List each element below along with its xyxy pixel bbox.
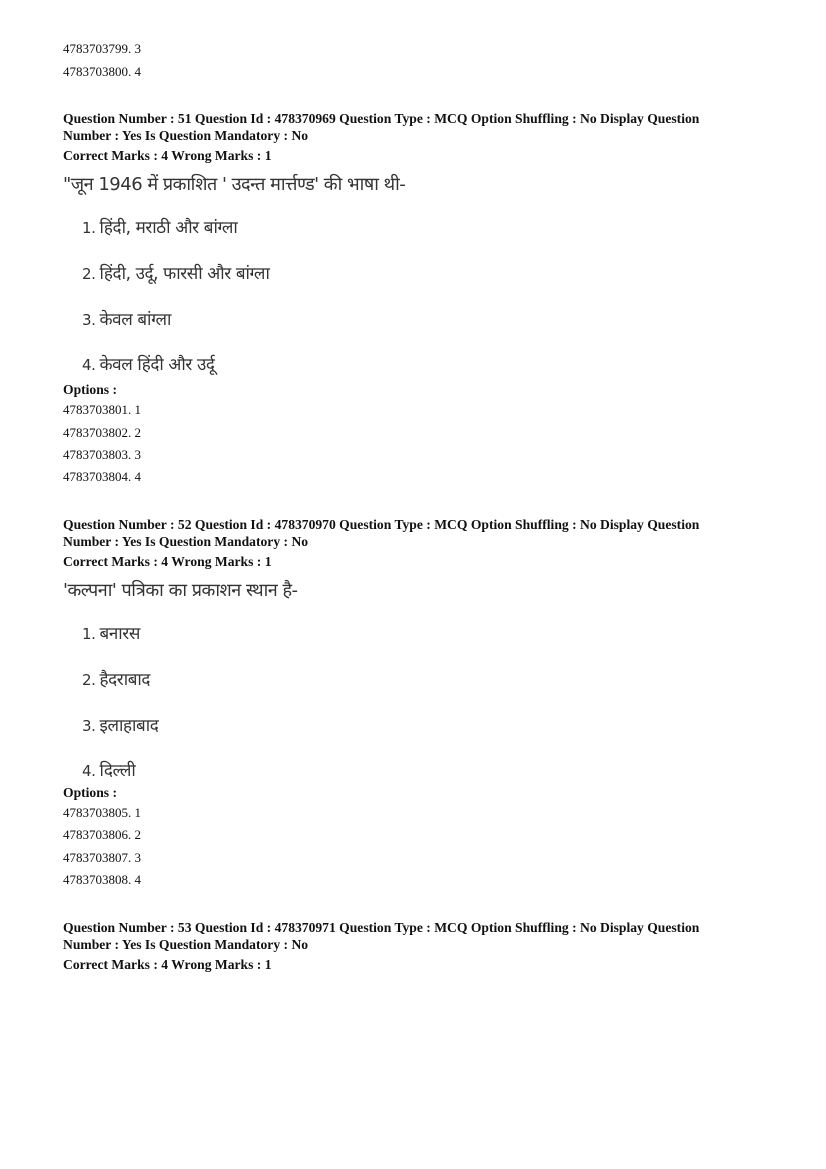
option-line: 4783703804. 4 [63,469,141,484]
answer-choice: 1. बनारस [82,624,140,644]
question-marks: Correct Marks : 4 Wrong Marks : 1 [63,148,272,163]
question-marks: Correct Marks : 4 Wrong Marks : 1 [63,554,272,569]
answer-choice: 2. हिंदी, उर्दू, फारसी और बांग्ला [82,264,270,284]
question-header [63,110,763,164]
question-header [63,516,763,570]
question-header-line: Question Number : 52 Question Id : 478370970 Question Type : MCQ Option Shuffling : No Display Question [63,517,700,532]
question-header-line: Question Number : 53 Question Id : 478370971 Question Type : MCQ Option Shuffling : No Display Question [63,920,700,935]
option-line: 4783703806. 2 [63,827,141,842]
answer-choice: 4. केवल हिंदी और उर्दू [82,355,215,375]
option-line: 4783703807. 3 [63,850,141,865]
option-line: 4783703803. 3 [63,447,141,462]
option-line: 4783703802. 2 [63,425,141,440]
option-line: 4783703799. 3 [63,41,141,56]
question-header-line: Number : Yes Is Question Mandatory : No [63,937,309,952]
answer-choice: 4. दिल्ली [82,761,136,781]
question-header [63,919,763,973]
option-line: 4783703808. 4 [63,872,141,887]
question-marks: Correct Marks : 4 Wrong Marks : 1 [63,957,272,972]
options-label: Options : [63,785,118,800]
question-header-line: Number : Yes Is Question Mandatory : No [63,534,309,549]
question-header-line: Question Number : 51 Question Id : 478370969 Question Type : MCQ Option Shuffling : No Display Question [63,111,700,126]
answer-choice: 3. केवल बांग्ला [82,310,171,330]
answer-choice: 1. हिंदी, मराठी और बांग्ला [82,218,238,238]
answer-choice: 2. हैदराबाद [82,670,151,690]
question-text: 'कल्पना' पत्रिका का प्रकाशन स्थान है- [63,580,298,601]
options-label: Options : [63,382,118,397]
option-line: 4783703801. 1 [63,402,141,417]
question-header-line: Number : Yes Is Question Mandatory : No [63,128,309,143]
option-line: 4783703800. 4 [63,64,141,79]
answer-choice: 3. इलाहाबाद [82,716,159,736]
question-text: "जून 1946 में प्रकाशित ' उदन्त मार्त्तण्ड' की भाषा थी- [63,174,406,195]
option-line: 4783703805. 1 [63,805,141,820]
